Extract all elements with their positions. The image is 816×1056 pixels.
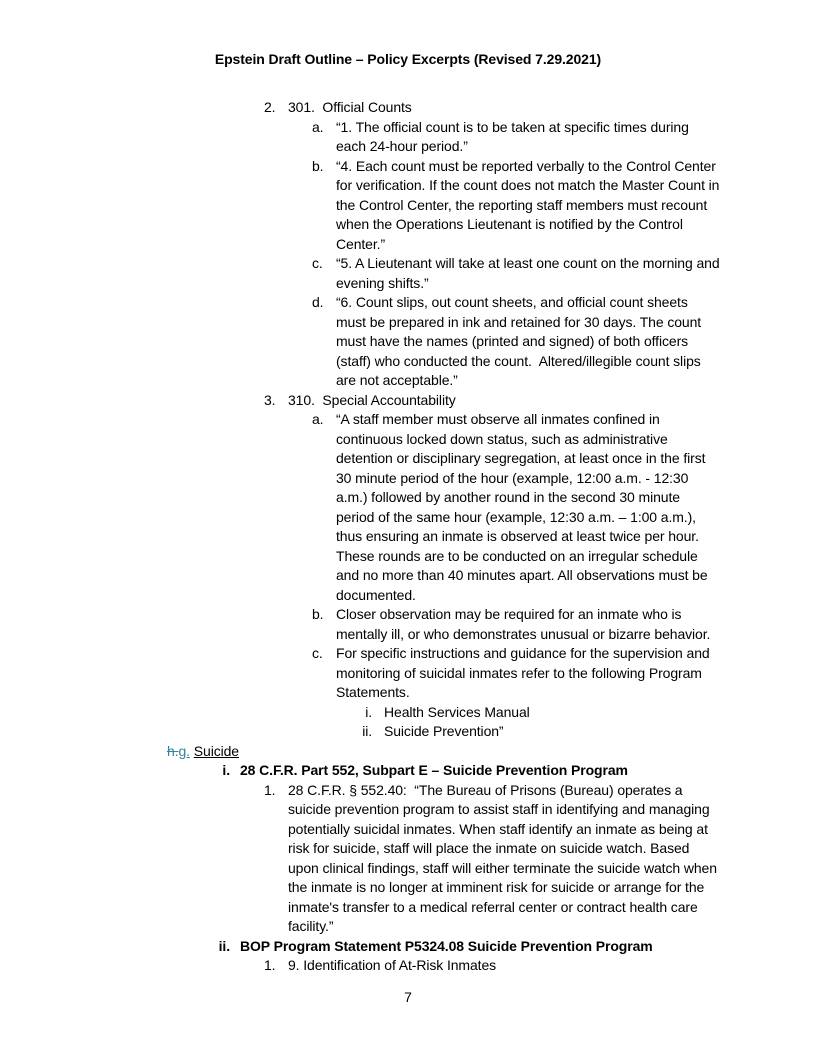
list-marker: b.	[312, 157, 324, 174]
outline-item	[96, 410, 720, 605]
list-marker: a.	[312, 118, 324, 135]
list-marker: ii.	[362, 723, 372, 739]
item-text: 28 C.F.R. § 552.40: “The Bureau of Prisons (Bureau) operates a suicide prevention program to assist staff in identifying and managing potentially suicidal inmates. When staff identify an inmate as being at risk for suicide, staff will place the inmate on suicide watch. Based upon clinical findings, staff will either terminate the suicide watch when the inmate is no longer at imminent risk for suicide or arrange for the inmate's transfer to a medical referral center or contract health care facility.”	[288, 781, 721, 934]
document-title: Epstein Draft Outline – Policy Excerpts (Revised 7.29.2021)	[214, 51, 602, 67]
suicide-heading: Suicide	[193, 742, 239, 759]
outline-item	[96, 391, 720, 411]
item-text: For specific instructions and guidance for the supervision and monitoring of suicidal inmates refer to the following Program Statements.	[336, 645, 714, 700]
list-marker: a.	[312, 411, 324, 427]
item-text: BOP Program Statement P5324.08 Suicide Prevention Program	[240, 937, 653, 954]
inserted-marker: g.	[178, 742, 190, 759]
list-marker: 1.	[264, 957, 276, 973]
item-text: “5. A Lieutenant will take at least one count on the morning and evening shifts.”	[336, 255, 724, 291]
page-number: 7	[404, 989, 412, 1005]
list-marker: 2.	[264, 99, 276, 115]
tracked-change-line	[96, 742, 720, 762]
outline-item	[96, 254, 724, 293]
deleted-marker: h.	[167, 742, 179, 759]
list-marker: 1.	[264, 781, 276, 798]
outline-item	[96, 98, 720, 118]
item-text: “4. Each count must be reported verbally to the Control Center for verification. If the count does not match the Master Count in the Control Center, the reporting staff members must recount when the Operations Lieutenant is notified by the Control Center.”	[336, 157, 724, 252]
list-marker: c.	[312, 645, 323, 661]
item-text: “A staff member must observe all inmates confined in continuous locked down status, such as administrative detention or disciplinary segregation, at least once in the first 30 minute period of the hour (example, 12:00 a.m. - 12:30 a.m.) followed by another round in the second 30 minute period of the same hour (example, 12:30 a.m. – 1:00 a.m.), thus ensuring an inmate is observed at least twice per hour. These rounds are to be conducted on an irregular schedule and no more than 40 minutes apart. All observations must be documented.	[336, 411, 712, 603]
item-text: “1. The official count is to be taken at specific times during each 24-hour period.”	[336, 118, 693, 154]
outline-item	[96, 722, 720, 742]
outline-item	[96, 781, 720, 937]
outline-item	[96, 956, 720, 976]
outline-item	[96, 761, 720, 781]
item-text: “6. Count slips, out count sheets, and official count sheets must be prepared in ink and retained for 30 days. The count must have the names (printed and signed) of both officers (staff) who conducted the count. Altered/illegible count slips are not acceptable.”	[336, 294, 705, 388]
list-marker: b.	[312, 606, 324, 622]
item-text: Closer observation may be required for an inmate who is mentally ill, or who demonstrates unusual or bizarre behavior.	[336, 606, 711, 642]
item-text: Suicide Prevention”	[384, 723, 504, 739]
outline-item	[96, 293, 720, 391]
list-marker: i.	[365, 703, 372, 720]
outline-item	[96, 605, 720, 644]
list-marker: 3.	[264, 391, 276, 408]
outline-item	[96, 118, 720, 157]
item-text: 28 C.F.R. Part 552, Subpart E – Suicide Prevention Program	[240, 762, 628, 778]
list-marker: i.	[222, 762, 230, 778]
list-marker: d.	[312, 294, 324, 310]
list-marker: c.	[312, 255, 323, 271]
item-text: 310. Special Accountability	[288, 391, 456, 408]
outline-item	[96, 644, 720, 703]
list-marker: ii.	[218, 937, 230, 954]
item-text: 301. Official Counts	[288, 99, 412, 115]
outline-item	[96, 937, 720, 957]
item-text: Health Services Manual	[384, 703, 530, 720]
item-text: 9. Identification of At-Risk Inmates	[288, 957, 497, 973]
outline-item	[96, 703, 720, 723]
document-body	[96, 98, 724, 976]
outline-item	[96, 157, 724, 255]
